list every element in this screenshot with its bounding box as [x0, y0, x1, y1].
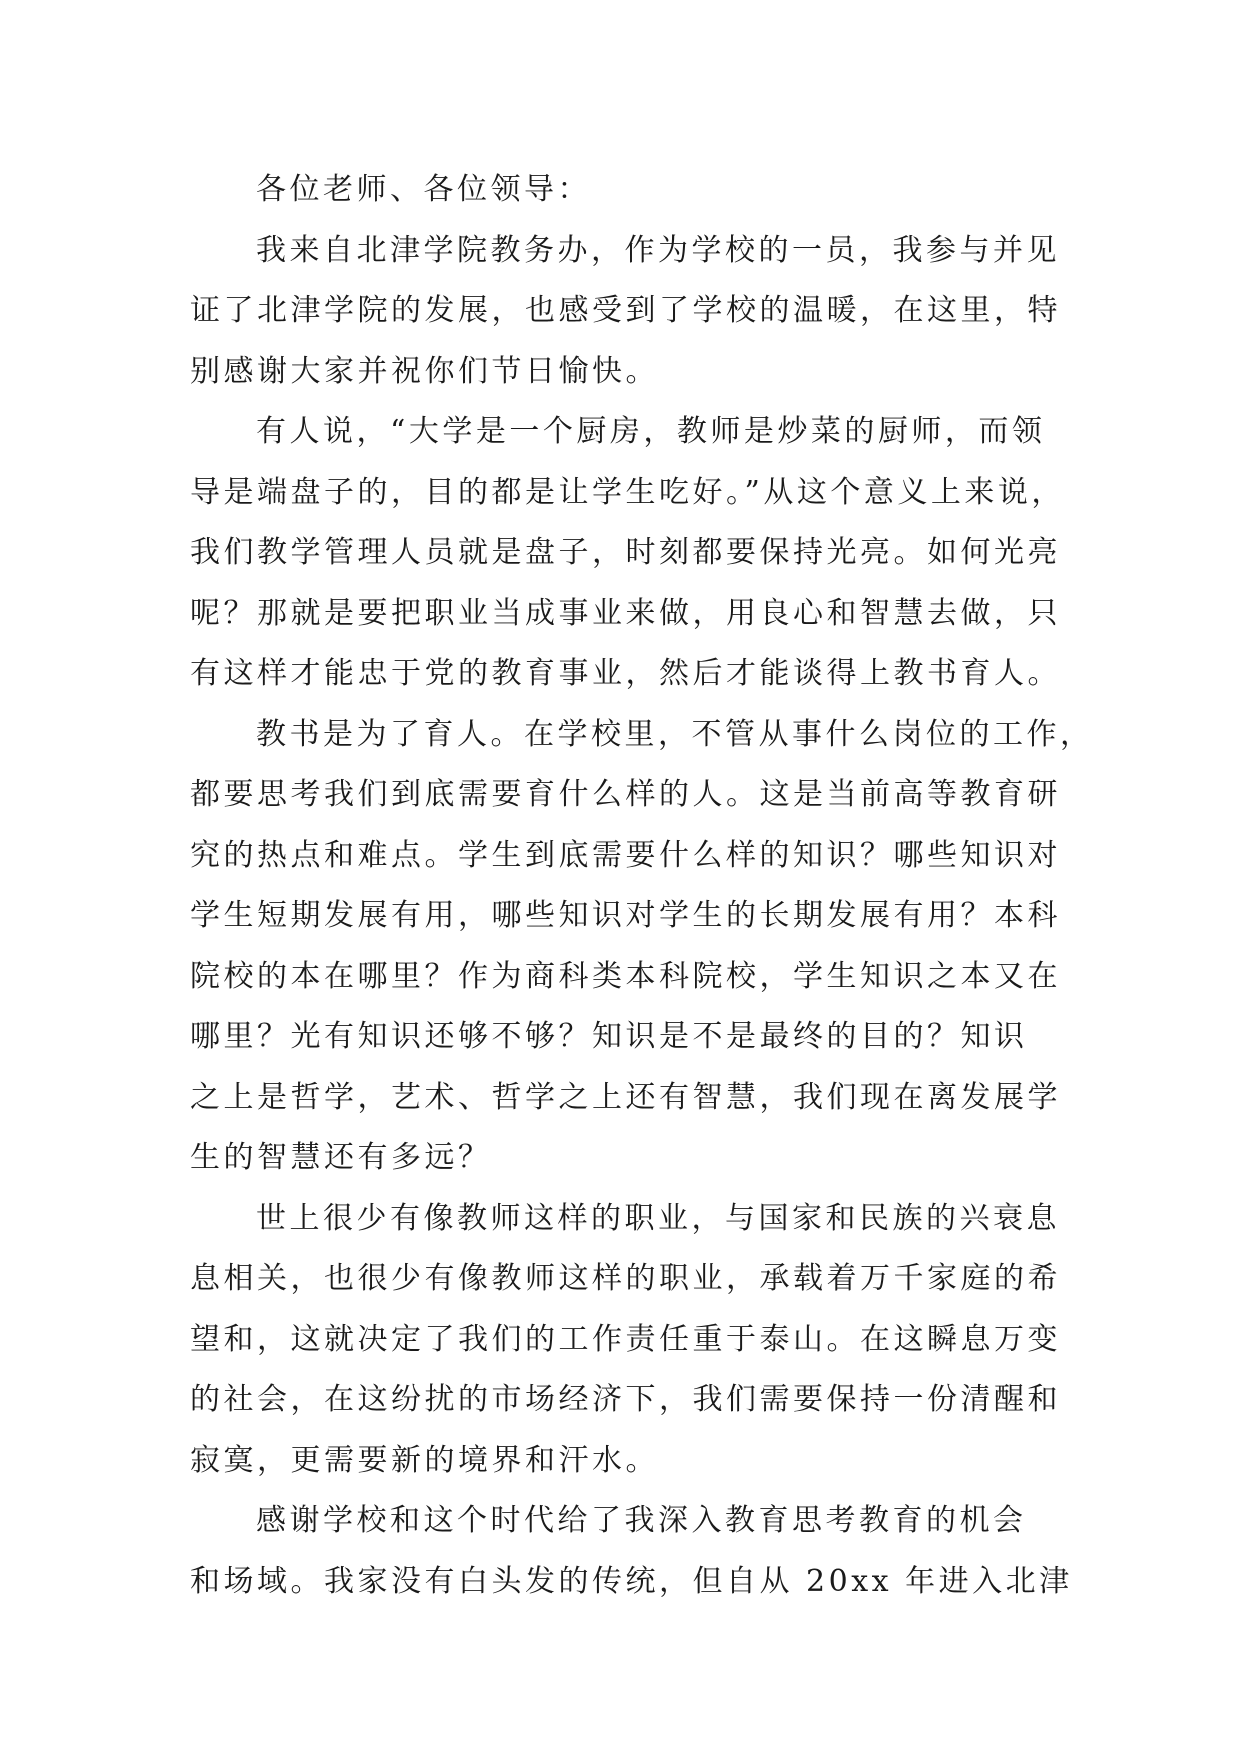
text-line: 我们教学管理人员就是盘子，时刻都要保持光亮。如何光亮 — [190, 535, 1061, 570]
text-line: 息相关，也很少有像教师这样的职业，承载着万千家庭的希 — [190, 1261, 1061, 1296]
text-line: 的社会，在这纷扰的市场经济下，我们需要保持一份清醒和 — [190, 1382, 1061, 1417]
text-line: 生的智慧还有多远？ — [190, 1140, 492, 1175]
text-line: 世上很少有像教师这样的职业，与国家和民族的兴衰息 — [256, 1200, 1060, 1236]
paragraph-greeting — [190, 160, 1055, 221]
text-line: 院校的本在哪里？作为商科类本科院校，学生知识之本又在 — [190, 958, 1061, 994]
text-line: 别感谢大家并祝你们节日愉快。 — [190, 353, 659, 389]
text-line: 哪里？光有知识还够不够？知识是不是最终的目的？知识 — [190, 1019, 1028, 1054]
paragraph-5 — [190, 1491, 1073, 1612]
text-line: 教书是为了育人。在学校里，不管从事什么岗位的工作， — [256, 716, 1094, 752]
text-line: 有人说，“大学是一个厨房，教师是炒菜的厨师，而领 — [256, 414, 1046, 449]
paragraph-3 — [190, 705, 1094, 1189]
text-line: 和场域。我家没有白头发的传统，但自从 20xx 年进入北津 — [190, 1563, 1073, 1599]
paragraph-4 — [190, 1189, 1061, 1492]
document-body — [190, 160, 1094, 1612]
text-line: 呢？那就是要把职业当成事业来做，用良心和智慧去做，只 — [190, 595, 1061, 631]
paragraph-1 — [190, 221, 1061, 403]
paragraph-2 — [190, 402, 1065, 705]
text-line: 证了北津学院的发展，也感受到了学校的温暖，在这里，特 — [190, 293, 1061, 328]
text-line: 有这样才能忠于党的教育事业，然后才能谈得上教书育人。 — [190, 656, 1061, 691]
text-line: 各位老师、各位领导： — [256, 172, 591, 207]
text-line: 之上是哲学，艺术、哲学之上还有智慧，我们现在离发展学 — [190, 1079, 1061, 1115]
text-line: 导是端盘子的，目的都是让学生吃好。”从这个意义上来说， — [190, 474, 1065, 510]
text-line: 都要思考我们到底需要育什么样的人。这是当前高等教育研 — [190, 777, 1061, 812]
text-line: 学生短期发展有用，哪些知识对学生的长期发展有用？本科 — [190, 898, 1061, 933]
text-line: 我来自北津学院教务办，作为学校的一员，我参与并见 — [256, 232, 1060, 268]
text-line: 感谢学校和这个时代给了我深入教育思考教育的机会 — [256, 1503, 1027, 1538]
text-line: 望和，这就决定了我们的工作责任重于泰山。在这瞬息万变 — [190, 1321, 1061, 1357]
text-line: 究的热点和难点。学生到底需要什么样的知识？哪些知识对 — [190, 837, 1061, 873]
text-line: 寂寞，更需要新的境界和汗水。 — [190, 1442, 659, 1478]
